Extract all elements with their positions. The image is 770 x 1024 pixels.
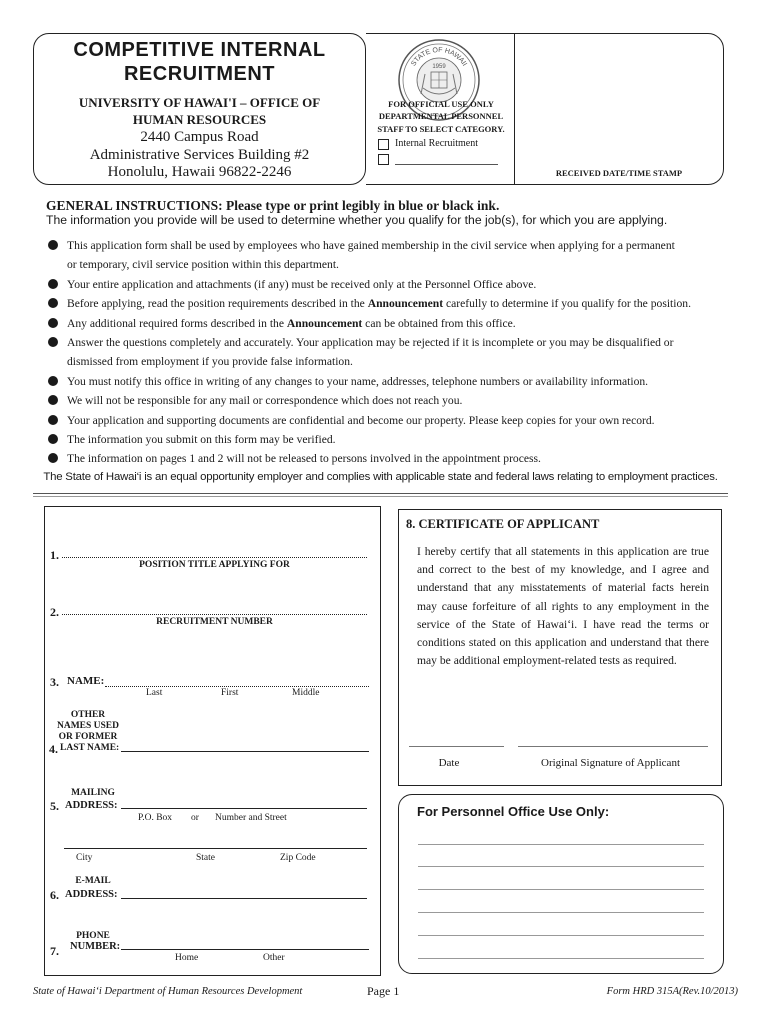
street-caption: Number and Street <box>215 813 287 823</box>
phone-label: NUMBER: <box>70 941 121 952</box>
other-names-label: OR FORMER <box>58 732 118 742</box>
other-category-line[interactable] <box>395 164 498 165</box>
field-number: 3. <box>50 675 59 689</box>
position-title-label: POSITION TITLE APPLYING FOR <box>139 560 290 570</box>
list-item: Answer the questions completely and accurately. Your application may be rejected if it is incomplete or you may be disqualified or <box>48 333 728 352</box>
seal-year: 1959 <box>432 64 446 70</box>
received-stamp-box <box>514 33 724 185</box>
certificate-text: I hereby certify that all statements in this application are true and correct to the best of my knowledge, and I agree and understand that any misstatements of material facts herein may cause forfeiture of all rights to any employment in the service of the State of Hawai‘i. I have read the terms or conditions stated on this application and understand that there may be additional employment-related tests as required. <box>417 545 709 668</box>
received-stamp-label: RECEIVED DATE/TIME STAMP <box>555 168 683 178</box>
certificate-title: 8. CERTIFICATE OF APPLICANT <box>406 517 600 531</box>
email-input[interactable] <box>121 898 367 899</box>
personnel-office-box <box>398 794 724 974</box>
name-last-caption: Last <box>146 688 163 698</box>
office-use-line[interactable] <box>418 866 704 867</box>
instructions-subheading: The information you provide will be used to determine whether you qualify for the job(s), for which you are applying. <box>46 213 668 227</box>
other-caption: Other <box>263 953 285 963</box>
email-label: ADDRESS: <box>65 889 118 900</box>
list-item: Any additional required forms described in the Announcement can be obtained from this office. <box>48 314 728 333</box>
recruitment-number-input[interactable] <box>62 614 367 615</box>
phone-label: PHONE <box>76 931 110 941</box>
phone-input[interactable] <box>121 949 369 950</box>
list-item: We will not be responsible for any mail or correspondence which does not reach you. <box>48 391 728 410</box>
or-caption: or <box>191 813 199 823</box>
state-caption: State <box>196 853 215 863</box>
position-title-input[interactable] <box>62 557 367 558</box>
name-first-caption: First <box>221 688 239 698</box>
office-use-line[interactable] <box>418 844 704 845</box>
name-middle-caption: Middle <box>292 688 320 698</box>
list-item: You must notify this office in writing of any changes to your name, addresses, telephone numbers or availability information. <box>48 372 728 391</box>
form-number: Form HRD 315A(Rev.10/2013) <box>606 986 738 997</box>
street-address-input[interactable] <box>121 808 367 809</box>
signature-input[interactable] <box>518 746 708 747</box>
signature-caption: Original Signature of Applicant <box>541 757 680 769</box>
zip-caption: Zip Code <box>280 853 316 863</box>
mailing-address-label: MAILING <box>71 788 115 798</box>
footer-department: State of Hawai‘i Department of Human Resources Development <box>33 986 303 997</box>
field-number: 5. <box>50 799 59 813</box>
list-item: The information you submit on this form may be verified. <box>48 430 728 449</box>
form-title-line1: COMPETITIVE INTERNAL <box>73 39 326 61</box>
address-line2: Administrative Services Building #2 <box>89 147 310 163</box>
list-item: dismissed from employment if you provide false information. <box>67 355 353 369</box>
list-item: Your application and supporting documents are confidential and become our property. Please keep copies for your own record. <box>48 411 728 430</box>
recruitment-number-label: RECRUITMENT NUMBER <box>156 617 273 627</box>
office-use-line[interactable] <box>418 912 704 913</box>
date-input[interactable] <box>409 746 504 747</box>
org-line2: HUMAN RESOURCES <box>132 112 267 127</box>
name-label: NAME: <box>67 675 105 687</box>
list-item: or temporary, civil service position within this department. <box>67 258 339 272</box>
other-names-label: NAMES USED <box>56 721 120 731</box>
eeo-statement: The State of Hawai‘i is an equal opportunity employer and complies with applicable state and federal laws relating to employment practices. <box>43 471 718 483</box>
list-item: This application form shall be used by employees who have gained membership in the civil service when applying for a permanent <box>48 236 728 255</box>
form-title-line2: RECRUITMENT <box>123 63 276 85</box>
city-caption: City <box>76 853 93 863</box>
personnel-office-title: For Personnel Office Use Only: <box>417 804 610 819</box>
date-caption: Date <box>438 757 460 769</box>
address-line3: Honolulu, Hawaii 96822-2246 <box>107 164 292 180</box>
page-number: Page 1 <box>367 984 400 998</box>
office-use-line[interactable] <box>418 935 704 936</box>
former-last-name-input[interactable] <box>121 751 369 752</box>
instructions-list <box>48 236 728 469</box>
field-number: 7. <box>50 944 59 958</box>
field-number: 4. <box>49 742 58 756</box>
list-item: Before applying, read the position requirements described in the Announcement carefully to determine if you qualify for the position. <box>48 294 728 313</box>
other-names-label: OTHER <box>70 710 106 720</box>
email-label: E-MAIL <box>75 876 111 886</box>
address-line1: 2440 Campus Road <box>140 129 259 145</box>
list-item: The information on pages 1 and 2 will not be released to persons involved in the appointment process. <box>48 449 728 468</box>
mailing-address-label: ADDRESS: <box>65 800 118 811</box>
divider <box>33 496 728 497</box>
former-last-name-label: LAST NAME: <box>60 743 120 753</box>
list-item: Your entire application and attachments (if any) must be received only at the Personnel Office above. <box>48 275 728 294</box>
state-seal-icon <box>397 38 481 122</box>
office-use-line[interactable] <box>418 958 704 959</box>
internal-recruitment-label: Internal Recruitment <box>395 138 479 149</box>
other-category-checkbox[interactable] <box>378 154 389 165</box>
official-line3: STAFF TO SELECT CATEGORY. <box>377 124 505 134</box>
instructions-heading: GENERAL INSTRUCTIONS: Please type or print legibly in blue or black ink. <box>46 198 500 213</box>
official-line1: FOR OFFICIAL USE ONLY <box>388 99 494 109</box>
home-caption: Home <box>175 953 199 963</box>
pobox-caption: P.O. Box <box>138 813 173 823</box>
internal-recruitment-checkbox[interactable] <box>378 139 389 150</box>
field-number: 6. <box>50 888 59 902</box>
office-use-line[interactable] <box>418 889 704 890</box>
field-number: 2. <box>50 605 59 619</box>
seal-text: STATE OF HAWAII <box>410 46 468 68</box>
divider <box>33 493 728 494</box>
city-state-zip-input[interactable] <box>64 848 367 849</box>
org-line1: UNIVERSITY OF HAWAI'I – OFFICE OF <box>78 95 321 110</box>
official-line2: DEPARTMENTAL PERSONNEL <box>378 111 504 121</box>
name-input[interactable] <box>105 686 369 687</box>
field-number: 1. <box>50 548 59 562</box>
